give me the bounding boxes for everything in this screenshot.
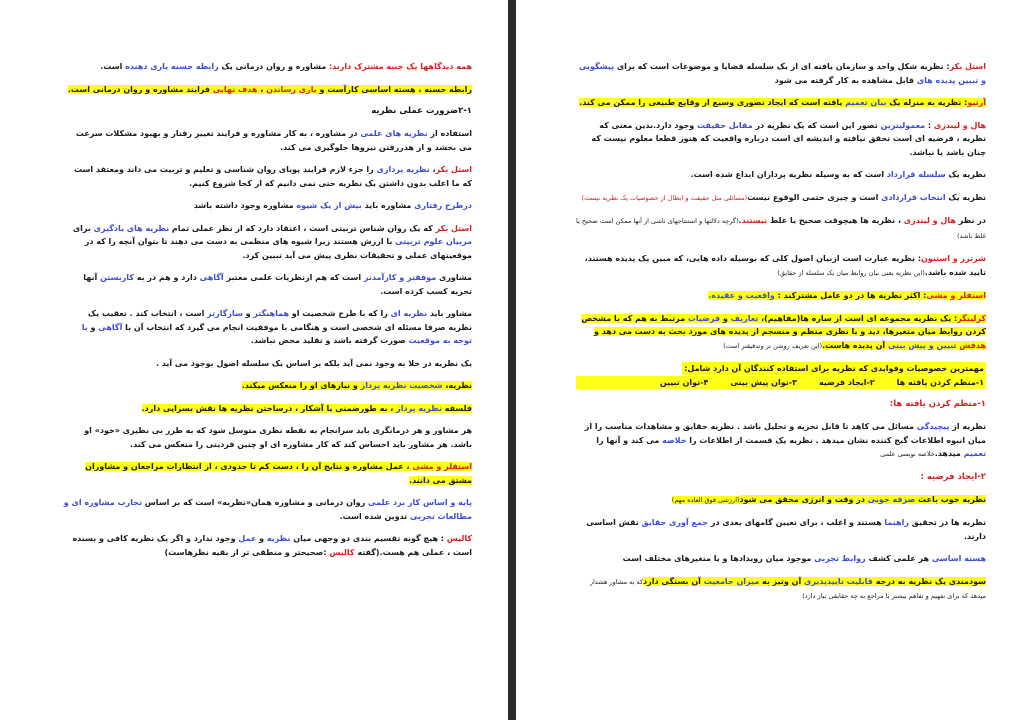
text-segment: مرتبط به هم که با مشخص کردن روابط میان متغیرها، دید و یا نظری منظم و منسجم از پدیده های مورد بحث به دست می دهد و [581, 313, 986, 336]
text-segment: شخصیت نظریه پرداز [360, 381, 443, 390]
section-heading: ۲-ایجاد فرضیه : [920, 471, 986, 482]
text-segment: عمل [238, 534, 257, 543]
text-segment: مشاور باید [427, 309, 472, 318]
text-segment: برای [72, 223, 94, 233]
text-segment: کاربستن [100, 273, 134, 282]
text-segment: : یک نظریه مجموعه ای است از سازه ها(مفاهیم)، [758, 313, 958, 323]
text-segment: هال و لیندزی [933, 120, 986, 130]
benefit-item: ۲-ایجاد فرضیه [818, 378, 875, 387]
paragraph [62, 60, 472, 74]
paragraph [576, 119, 986, 160]
text-segment: استل بکر [435, 223, 472, 233]
text-segment: نظریه های یادگیری [93, 223, 170, 233]
text-segment: سازگارتر [207, 309, 243, 318]
text-segment: کرلینگر [957, 313, 986, 323]
text-segment: هستند و اغلب ، برای تعیین گامهای بعدی در [708, 518, 885, 527]
paragraph [62, 496, 472, 523]
text-segment: آن پدیده هاست. [822, 340, 888, 350]
text-segment: یاری رساندن [266, 84, 317, 94]
text-segment: وجود دارد.بدین معنی که نظریه ، فرضیه ای است تحقق نیافته و اندیشه ای است درباره واقعیت که هنوز قطعا معلوم نیست که چنان باشد یا نباشد. [591, 120, 986, 157]
text-segment: . [738, 216, 742, 225]
text-segment: استل بکر [949, 62, 986, 71]
paragraph [62, 307, 472, 348]
text-segment: تدوین شده است. [339, 511, 411, 521]
text-segment: دارد و هم در به [133, 273, 200, 282]
text-segment: پیشگویی و تبیین پدیده های [578, 62, 986, 85]
text-segment: استفاده از [427, 129, 472, 138]
text-segment: مشاوره باید [361, 201, 415, 210]
text-segment: هماهنگتر [253, 309, 289, 318]
text-segment: می کند و آنها را [596, 435, 663, 445]
text-segment: رابطه حسنه یاری دهنده [125, 62, 219, 71]
text-segment: (گرچه دلالتها و استنتاجهای ناشی از آنها ممکن است صحیح یا غلط باشد) [576, 217, 986, 240]
text-segment: روان درمانی و مشاوره همان«نظریه» است که بر اساس [141, 498, 369, 507]
text-segment: شرتزر و استنون [921, 254, 986, 263]
text-segment: فرایند مشاوره و روان درمانی است. [67, 84, 213, 94]
text-segment: قابل مشاهده به کار گرفته می شود [774, 75, 917, 85]
text-segment: :صحیحتر و منطقی تر از بقیه نظرهاست) [164, 547, 330, 557]
text-segment: جمع آوری حقایق [641, 518, 709, 527]
text-segment: سودمندی یک نظریه به درجه [872, 576, 986, 586]
text-segment: تبیین و پیش بینی [887, 340, 957, 350]
text-segment: خلاصه نویسی علمی [880, 450, 935, 458]
text-segment: صورت گرفته باشد و تقلید محض نباشد. [250, 336, 409, 345]
text-segment: رابطه حسنه ، هسته اساسی کارآست و [316, 84, 472, 94]
text-segment: پایه و اساس کار برد علمی [368, 498, 472, 507]
right-page-text-column [576, 60, 986, 613]
text-segment: : نظریه به منزله یک [886, 98, 968, 107]
text-segment: بیان تعمیم [845, 98, 887, 107]
text-segment: : اکثر نظریه ها در دو عامل مشترکند : [774, 291, 927, 300]
paragraph [62, 357, 472, 371]
paragraph [576, 191, 986, 206]
text-segment: و نیازهای او را منعکس میکند. [241, 381, 361, 390]
text-segment: با توجه به موقعیت [81, 322, 472, 345]
text-segment: ، [257, 84, 267, 94]
text-segment: مشاوری [436, 273, 472, 282]
text-segment: مسائل می کاهد تا قابل تجزیه و تحلیل باشد . نظریه حقایق و مشاهدات مناسب را از میان انبوه اطلاعات گیج کننده نشان میدهد . نظریه یک قسمت از اطلاعات را [584, 422, 986, 445]
paragraph [576, 289, 986, 303]
text-segment: استفلر و مشی [412, 462, 472, 471]
text-segment: نظریه از [949, 422, 986, 431]
text-segment: و [242, 309, 254, 318]
section-heading: ۲-۱ضرورت عملی نظریه [371, 106, 472, 116]
text-segment: قابلیت تاییدپذیری [804, 576, 873, 586]
benefits-title: مهمترین خصوصیات وفوایدی که نظریه برای استفاده کنندگان آن دارد شامل: [684, 364, 984, 373]
paragraph [62, 460, 472, 487]
paragraph [576, 60, 986, 87]
text-segment: بیش از یک شیوه [296, 201, 362, 210]
text-segment: نظریه خوب باعث [915, 494, 986, 504]
text-segment: روابط تجربی [814, 554, 866, 563]
paragraph [62, 271, 472, 298]
paragraph [62, 532, 472, 559]
text-segment: یافته است که ایجاد تصوری وسیع از وقایع طبیعی را ممکن می کند. [579, 98, 846, 107]
text-segment: : نظریه عبارت است ازبیان اصول کلی که بوسیله داده هایی، که مبین یک پدیده هستند، تایید شده باشد. [584, 254, 986, 277]
paragraph [576, 214, 986, 243]
text-segment: است ، انتخاب کند . تعقیب یک نظریه صرفا مسئله ای شخصی است و هنگامی با موفقیت انجام می گیرد که انتخاب آن با [87, 309, 472, 332]
paragraph [576, 552, 986, 566]
text-segment: هدفش [959, 340, 986, 350]
text-segment: آگاهی [199, 273, 224, 282]
text-segment: کالیس [446, 534, 472, 543]
text-segment: که یک روان شناس تربیتی است ، اعتقاد دارد که از نظر عملی تمام [169, 223, 436, 233]
text-segment: در مشاوره ، به کار مشاوره و فرایند تغییر رفتار و بهبود مشکلات سرعت می بخشد و از هدررفتن نیروها جلوگیری می کند. [75, 129, 472, 152]
text-segment: خلاصه [662, 435, 687, 445]
text-segment: تعمیم [963, 449, 986, 458]
paragraph [576, 420, 986, 462]
page-divider [508, 0, 516, 720]
text-segment: نظریه پرداز [396, 403, 442, 413]
paragraph [62, 163, 472, 190]
paragraph [576, 312, 986, 354]
text-segment: درطرح رفتاری [414, 201, 472, 210]
text-segment: و [87, 322, 99, 332]
paragraph [576, 493, 986, 508]
text-segment: هسته اساسی [931, 554, 986, 563]
text-segment: نیستند [741, 216, 768, 225]
text-segment: سلسله قرارداد [886, 170, 946, 179]
paragraph [576, 96, 986, 110]
text-segment: آنها تجربه کسب کرده است. [83, 273, 472, 296]
text-segment: موفقتر و کارآمدتر [363, 273, 437, 282]
benefit-item: ۴-توان تبیین [659, 378, 709, 387]
text-segment: تعاریف [730, 313, 759, 323]
text-segment: (ارزشی فوق العاده مهم) [671, 495, 740, 504]
paragraph [62, 424, 472, 451]
text-segment: انتخاب قراردادی [881, 192, 946, 202]
left-page-text-column [62, 60, 472, 568]
text-segment: میزان جامعیت [703, 576, 760, 586]
paragraph [62, 199, 472, 213]
paragraph [576, 575, 986, 604]
text-segment: نظریه، [442, 381, 472, 390]
benefit-item: ۱-منظم کردن یافته ها [896, 378, 984, 387]
section-heading: ۱-منظم کردن یافته ها: [889, 399, 986, 409]
paragraph [62, 83, 472, 97]
text-segment: میدهد. [934, 449, 964, 458]
text-segment: نظریه یک [945, 192, 986, 202]
text-segment: نظریه یک [945, 170, 986, 179]
text-segment: : نظریه شکل واحد و سازمان یافته ای از یک سلسله قضایا و موضوعات است که برای [614, 62, 950, 71]
paragraph [576, 516, 986, 543]
text-segment: مقابل حقیقت [696, 120, 753, 130]
text-segment: آن وتیز به [759, 576, 805, 586]
text-segment: : [925, 120, 934, 130]
paragraph [62, 222, 472, 263]
text-segment: هال و لیندزی [903, 216, 956, 225]
text-segment: راهنما [884, 518, 909, 527]
text-segment: در وقت و انرژی محقق می شود [739, 494, 868, 504]
text-segment: را که با طرح شخصیت او [289, 309, 391, 318]
text-segment: نظریه [266, 534, 291, 543]
text-segment: واقعیت و عقیده. [708, 291, 775, 300]
text-segment: پیچیدگی [916, 422, 950, 431]
text-segment: آرتیو [967, 98, 986, 107]
text-segment: صرفه جویی [867, 494, 916, 504]
document-page-right [516, 0, 1024, 720]
text-segment: و [720, 313, 731, 323]
paragraph [576, 168, 986, 182]
text-segment: نظریه ها در تحقیق [908, 518, 986, 527]
text-segment: مشاوره وجود داشته باشد [193, 201, 297, 210]
text-segment: و [256, 534, 267, 543]
text-segment: استفلر و مشی [926, 291, 986, 300]
benefits-list [576, 362, 986, 389]
text-segment: ، نظریه ها هیچوقت صحیح یا غلط [767, 216, 904, 225]
text-segment: (مسائلی مثل حقیقت و ابطال از خصوصیات یک نظریه نیست) [581, 193, 748, 202]
text-segment: (این تعریف روشن تر وتدقیقتر است) [723, 341, 823, 350]
paragraph [62, 379, 472, 393]
text-segment: هر علمی کشف [865, 554, 932, 563]
text-segment: نقش اساسی دارند. [586, 518, 986, 541]
text-segment: (این نظریه یعنی بیان روابط میان یک سلسله از حقایق) [777, 268, 925, 277]
text-segment: هر مشاور و هر درمانگری باید سرانجام به نقطه نظری متوسل شود که به طرز بی نظیری «خود» او باشد. هر مشاور باید احساس کند که کار مشاوره ای او چنین فردیتی را منعکس می کند. [84, 426, 472, 449]
text-segment: تجارب مشاوره ای و مطالعات تجربی [63, 498, 472, 521]
text-segment: تصور این است که یک نظریه در [752, 120, 881, 130]
text-segment: نظریه پردازی [376, 165, 430, 174]
paragraph [62, 402, 472, 416]
text-segment: موجود میان رویدادها و یا متغیرهای مختلف است [622, 554, 815, 563]
text-segment: که به مشاور هشدار میدهد که برای تفهیم و تفاهم بیشتر با مراجع به چه حقایقی نیاز دارد) [589, 577, 986, 600]
text-segment: را جزء لازم فرایند پویای روان شناسی و تعلیم و تربیت می داند ومعتقد است که ما اغلب بدون داشتن یک نظریه حتی نمی دانیم که از کجا شروع کنیم. [74, 165, 472, 188]
text-segment: فلسفه [441, 403, 472, 413]
paragraph [62, 127, 472, 154]
benefits-items [576, 376, 986, 389]
text-segment: آگاهی [98, 322, 123, 332]
paragraph [576, 252, 986, 280]
text-segment: فرضیات [687, 313, 721, 323]
text-segment: نظریه ای [390, 309, 428, 318]
text-segment: وجود ندارد و اگر یک نظریه کافی و بسنده است ، عملی هم هست.(گفته [72, 534, 472, 557]
benefit-item: ۳-توان پیش بینی [730, 378, 797, 387]
text-segment: در نظر [955, 216, 986, 225]
text-segment: است. [100, 62, 126, 71]
text-segment: یک نظریه در خلا به وجود نمی آید بلکه بر اساس یک سلسله اصول بوجود می آید . [155, 358, 472, 368]
text-segment: معمولیترین [880, 120, 926, 130]
text-segment: کالیس [329, 547, 355, 557]
text-segment: استل بکر [435, 165, 472, 174]
text-segment: همه دیدگاهها یک جنبه مشترک دارند: [326, 62, 472, 71]
text-segment: ، عمل مشاوره و نتایج آن را ، دست کم تا حدودی ، از انتظارات مراجعان و مشاوران مشتق می دانند. [85, 462, 472, 485]
text-segment: با ارزش هستند زیرا شیوه های منظمی به دست می دهند تا بتوان آنچه را که در موقعیتهای عملی و تحقیقات نظری پیش می آید تبیین کرد. [84, 237, 472, 260]
text-segment: است که هم ازنظریات علمی معتبر [223, 273, 364, 282]
text-segment: : هیچ گونه تقسیم بندی دو وجهی میان [290, 534, 447, 543]
text-segment: مربیان علوم تربیتی [395, 237, 472, 246]
text-segment: است و چیزی حتمی الوقوع نیست [747, 192, 882, 202]
text-segment: ، به طورضمنی یا آشکار ، درساختن نظریه ها نقش بسزایی دارد. [141, 403, 397, 413]
text-segment: نظریه های علمی [360, 129, 428, 138]
text-segment: است که به وسیله نظریه پردازان ابداع شده است. [690, 170, 887, 179]
document-page-left [0, 0, 508, 720]
text-segment: آن بستگی دارد [643, 576, 704, 586]
text-segment: هدف نهایی [212, 84, 258, 94]
text-segment: ، [429, 165, 436, 174]
text-segment: مشاوره و روان درمانی یک [218, 62, 327, 71]
